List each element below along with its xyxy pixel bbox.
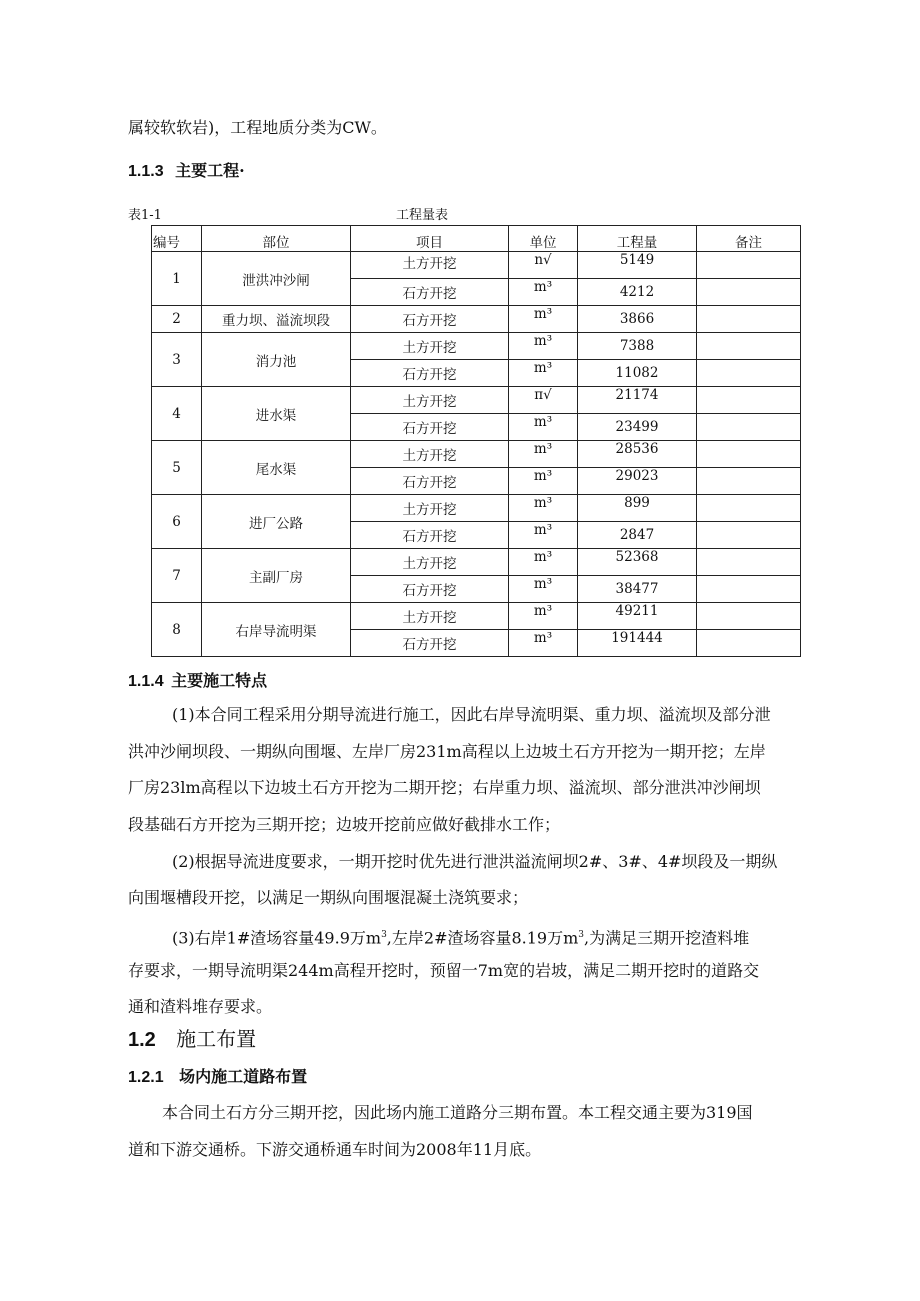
table-row: [152, 441, 801, 468]
cell-unit: m³: [509, 360, 578, 387]
para-3-text-b: ,左岸2#渣场容量8.19万m: [386, 928, 579, 948]
cell-item: 土方开挖: [351, 441, 509, 468]
para-3-text-c: ,为满足三期开挖渣料堆: [584, 928, 750, 948]
cell-unit: m³: [509, 279, 578, 306]
cell-no: 8: [152, 603, 202, 657]
section-number: 1.1.3: [128, 163, 164, 180]
para-4-line-1: 本合同土石方分三期开挖，因此场内施工道路分三期布置。本工程交通主要为319国: [162, 1103, 753, 1122]
cell-unit: π√: [509, 387, 578, 414]
cell-item: 土方开挖: [351, 495, 509, 522]
para-3-line-3: 通和渣料堆存要求。: [128, 997, 273, 1016]
header-qty: 工程量: [578, 226, 697, 252]
cell-note: [697, 279, 801, 306]
cell-no: 5: [152, 441, 202, 495]
cell-note: [697, 441, 801, 468]
section-number: 1.2: [128, 1029, 156, 1051]
cell-note: [697, 630, 801, 657]
section-heading-1-1-3: [128, 158, 245, 181]
cell-unit: m³: [509, 495, 578, 522]
header-no: 编号: [152, 226, 202, 252]
cell-note: [697, 360, 801, 387]
section-title: 施工布置: [176, 1027, 257, 1051]
para-2-line-2: 向围堰槽段开挖，以满足一期纵向围堰混凝土浇筑要求；: [128, 888, 529, 907]
intro-line: 属较软软岩)，工程地质分类为CW。: [128, 118, 387, 137]
header-part: 部位: [202, 226, 351, 252]
cell-unit: n√: [509, 252, 578, 279]
cell-unit: m³: [509, 441, 578, 468]
para-3-text-a: (3)右岸1#渣场容量49.9万m: [172, 928, 382, 948]
cell-note: [697, 522, 801, 549]
section-heading-1-2-1: [128, 1064, 307, 1087]
table-header-row: [152, 226, 801, 252]
para-1-line-1: (1)本合同工程采用分期导流进行施工，因此右岸导流明渠、重力坝、溢流坝及部分泄: [172, 705, 771, 724]
table-row: [152, 252, 801, 279]
cell-item: 土方开挖: [351, 549, 509, 576]
cell-part: 重力坝、溢流坝段: [202, 306, 351, 333]
cell-unit: m³: [509, 549, 578, 576]
section-number: 1.2.1: [128, 1069, 164, 1086]
cell-qty: 38477: [578, 576, 697, 603]
para-2-line-1: (2)根据导流进度要求，一期开挖时优先进行泄洪溢流闸坝2#、3#、4#坝段及一期纵: [172, 852, 778, 871]
cell-part: 尾水渠: [202, 441, 351, 495]
cell-note: [697, 414, 801, 441]
cell-note: [697, 306, 801, 333]
cell-qty: 11082: [578, 360, 697, 387]
cell-note: [697, 549, 801, 576]
cell-part: 主副厂房: [202, 549, 351, 603]
cell-unit: m³: [509, 576, 578, 603]
cell-unit: m³: [509, 333, 578, 360]
cell-item: 土方开挖: [351, 252, 509, 279]
cell-item: 土方开挖: [351, 603, 509, 630]
cell-item: 石方开挖: [351, 360, 509, 387]
superscript: 3: [578, 930, 585, 940]
cell-item: 石方开挖: [351, 468, 509, 495]
cell-part: 泄洪冲沙闸: [202, 252, 351, 306]
cell-no: 4: [152, 387, 202, 441]
cell-note: [697, 576, 801, 603]
cell-qty: 52368: [578, 549, 697, 576]
cell-no: 3: [152, 333, 202, 387]
cell-item: 石方开挖: [351, 576, 509, 603]
cell-unit: m³: [509, 306, 578, 333]
cell-note: [697, 333, 801, 360]
para-1-line-2: 洪冲沙闸坝段、一期纵向围堰、左岸厂房231m高程以上边坡土石方开挖为一期开挖；左岸: [128, 742, 766, 761]
para-4-line-2: 道和下游交通桥。下游交通桥通车时间为2008年11月底。: [128, 1140, 542, 1159]
cell-item: 石方开挖: [351, 306, 509, 333]
cell-qty: 29023: [578, 468, 697, 495]
cell-item: 石方开挖: [351, 279, 509, 306]
table-number: 表1-1: [128, 208, 162, 223]
cell-qty: 28536: [578, 441, 697, 468]
cell-unit: m³: [509, 468, 578, 495]
para-1-line-3: 厂房23lm高程以下边坡土石方开挖为二期开挖；右岸重力坝、溢流坝、部分泄洪冲沙闸坝: [128, 778, 761, 797]
cell-note: [697, 603, 801, 630]
section-title: 主要施工特点: [171, 671, 268, 690]
cell-qty: 23499: [578, 414, 697, 441]
cell-note: [697, 387, 801, 414]
cell-note: [697, 468, 801, 495]
cell-note: [697, 252, 801, 279]
cell-unit: m³: [509, 522, 578, 549]
cell-unit: m³: [509, 414, 578, 441]
cell-no: 1: [152, 252, 202, 306]
cell-qty: 49211: [578, 603, 697, 630]
cell-note: [697, 495, 801, 522]
table-row: [152, 495, 801, 522]
section-heading-1-1-4: [128, 668, 267, 691]
para-1-line-4: 段基础石方开挖为三期开挖；边坡开挖前应做好截排水工作；: [128, 815, 561, 834]
cell-no: 2: [152, 306, 202, 333]
cell-item: 土方开挖: [351, 387, 509, 414]
header-unit: 单位: [509, 226, 578, 252]
cell-qty: 4212: [578, 279, 697, 306]
table-row: [152, 333, 801, 360]
cell-unit: m³: [509, 603, 578, 630]
cell-qty: 7388: [578, 333, 697, 360]
cell-item: 石方开挖: [351, 630, 509, 657]
cell-qty: 21174: [578, 387, 697, 414]
section-heading-1-2: [128, 1023, 256, 1052]
section-title: 主要工程·: [175, 161, 245, 180]
quantity-table: [151, 225, 801, 657]
cell-item: 石方开挖: [351, 522, 509, 549]
para-3-line-1: [172, 925, 749, 948]
cell-part: 进水渠: [202, 387, 351, 441]
table-title: 工程量表: [396, 208, 449, 223]
cell-part: 右岸导流明渠: [202, 603, 351, 657]
cell-item: 土方开挖: [351, 333, 509, 360]
cell-part: 消力池: [202, 333, 351, 387]
cell-no: 7: [152, 549, 202, 603]
table-row: [152, 306, 801, 333]
cell-qty: 3866: [578, 306, 697, 333]
section-number: 1.1.4: [128, 673, 164, 690]
table-row: [152, 387, 801, 414]
cell-qty: 5149: [578, 252, 697, 279]
superscript: 3: [381, 930, 387, 940]
header-note: 备注: [697, 226, 801, 252]
cell-part: 进厂公路: [202, 495, 351, 549]
cell-qty: 2847: [578, 522, 697, 549]
para-3-line-2: 存要求，一期导流明渠244m高程开挖时，预留一7m宽的岩坡，满足二期开挖时的道路交: [128, 961, 760, 980]
cell-unit: m³: [509, 630, 578, 657]
table-row: [152, 603, 801, 630]
header-item: 项目: [351, 226, 509, 252]
cell-qty: 191444: [578, 630, 697, 657]
cell-qty: 899: [578, 495, 697, 522]
cell-item: 石方开挖: [351, 414, 509, 441]
section-title: 场内施工道路布置: [179, 1067, 308, 1086]
table-row: [152, 549, 801, 576]
cell-no: 6: [152, 495, 202, 549]
